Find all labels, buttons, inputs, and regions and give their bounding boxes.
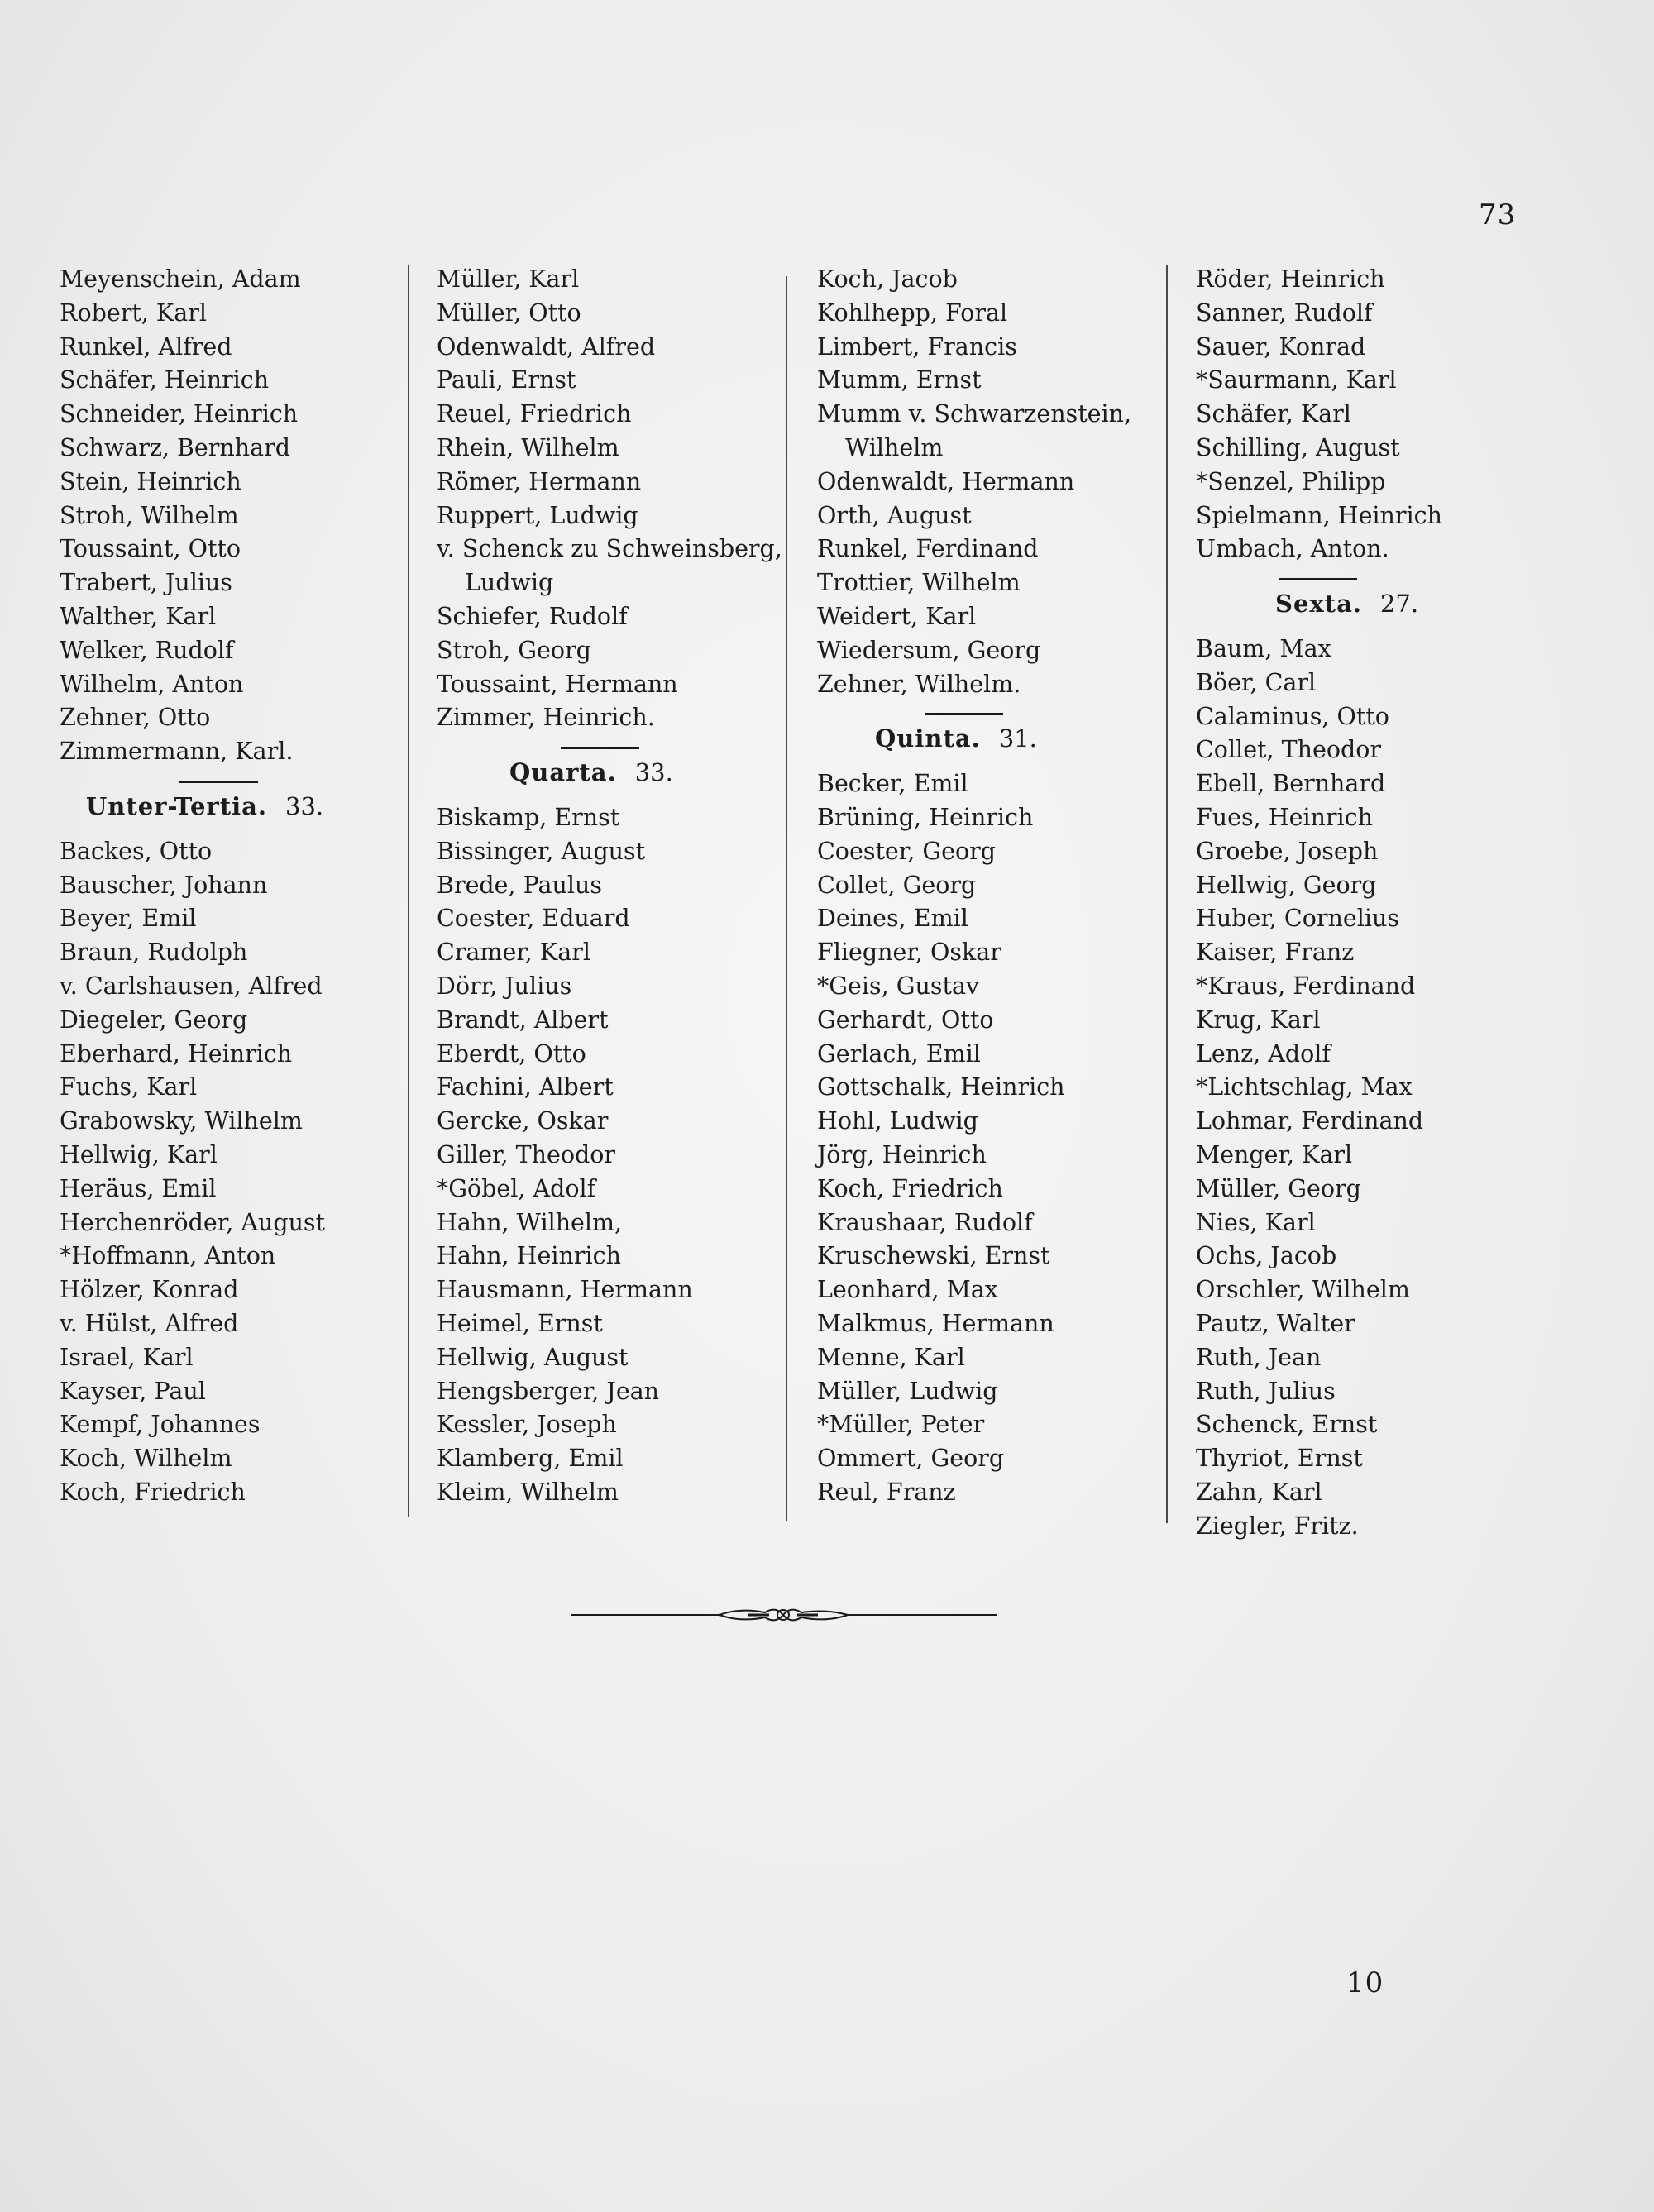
- class-heading-count: 33.: [285, 791, 324, 820]
- student-name: Lenz, Adolf: [1196, 1039, 1331, 1068]
- student-name: Röder, Heinrich: [1196, 265, 1385, 293]
- student-name: Baum, Max: [1196, 634, 1331, 662]
- class-heading-label: Unter-Tertia.: [86, 791, 268, 820]
- student-name: Hölzer, Konrad: [60, 1276, 239, 1304]
- student-name: Grabowsky, Wilhelm: [60, 1107, 303, 1135]
- student-name: Trabert, Julius: [60, 569, 232, 597]
- student-name: Zimmer, Heinrich.: [437, 704, 655, 732]
- student-name: Leonhard, Max: [817, 1276, 998, 1304]
- student-name: Collet, Theodor: [1196, 736, 1382, 764]
- class-heading-quarta: [509, 756, 792, 790]
- student-name: Robert, Karl: [60, 299, 207, 327]
- student-name: Menger, Karl: [1196, 1140, 1353, 1168]
- student-name: *Müller, Peter: [817, 1411, 985, 1439]
- class-heading-count: 27.: [1379, 590, 1419, 619]
- student-name: Brede, Paulus: [437, 871, 603, 899]
- name-column-1: [60, 263, 415, 1510]
- student-name: Meyenschein, Adam: [60, 265, 301, 293]
- student-name: Lohmar, Ferdinand: [1196, 1107, 1424, 1135]
- student-name: Fuchs, Karl: [60, 1073, 198, 1101]
- student-name: v. Schenck zu Schweinsberg,: [437, 535, 782, 563]
- student-name: Bissinger, August: [437, 837, 646, 865]
- student-name: Gottschalk, Heinrich: [817, 1073, 1065, 1101]
- name-column-4: [1196, 263, 1543, 1543]
- student-name: *Hoffmann, Anton: [60, 1242, 276, 1270]
- student-name: Fachini, Albert: [437, 1073, 614, 1101]
- student-name: Collet, Georg: [817, 871, 977, 899]
- student-name: Umbach, Anton.: [1196, 535, 1389, 563]
- page-number-top: 73: [1479, 198, 1517, 232]
- student-name: Pautz, Walter: [1196, 1309, 1355, 1337]
- student-name: Braun, Rudolph: [60, 939, 248, 967]
- student-name: Zahn, Karl: [1196, 1478, 1322, 1506]
- class-heading-label: Quinta.: [875, 724, 981, 753]
- student-name: Stroh, Wilhelm: [60, 501, 239, 529]
- student-name-continuation: Wilhelm: [845, 433, 944, 461]
- student-name: Mumm v. Schwarzenstein,: [817, 400, 1132, 428]
- student-name: Hellwig, August: [437, 1343, 629, 1371]
- student-name: *Senzel, Philipp: [1196, 467, 1386, 495]
- student-name: Spielmann, Heinrich: [1196, 501, 1442, 529]
- student-name: Schiefer, Rudolf: [437, 602, 628, 630]
- student-name: Fliegner, Oskar: [817, 939, 1001, 967]
- student-name: Giller, Theodor: [437, 1140, 616, 1168]
- student-name: Schneider, Heinrich: [60, 400, 299, 428]
- page-number-bottom: 10: [1346, 1966, 1384, 1999]
- student-name: Toussaint, Otto: [60, 535, 241, 563]
- student-name: Müller, Otto: [437, 299, 581, 327]
- student-name: Ommert, Georg: [817, 1445, 1005, 1473]
- student-name: Ruth, Julius: [1196, 1377, 1336, 1405]
- student-name: Fues, Heinrich: [1196, 803, 1373, 831]
- student-name: Runkel, Ferdinand: [817, 535, 1039, 563]
- student-name: v. Carlshausen, Alfred: [60, 972, 323, 1000]
- student-name: Calaminus, Otto: [1196, 702, 1389, 730]
- student-name: Limbert, Francis: [817, 332, 1017, 361]
- student-name: Toussaint, Hermann: [437, 670, 678, 698]
- student-name: Koch, Friedrich: [60, 1478, 246, 1506]
- student-name: Sauer, Konrad: [1196, 332, 1366, 361]
- student-name: Ziegler, Fritz.: [1196, 1512, 1359, 1540]
- student-name: Kempf, Johannes: [60, 1411, 261, 1439]
- student-name: Beyer, Emil: [60, 905, 197, 933]
- class-heading-sexta: [1275, 587, 1543, 621]
- student-name: Koch, Jacob: [817, 265, 958, 293]
- class-heading-count: 31.: [998, 724, 1037, 753]
- section-rule: [179, 781, 258, 783]
- student-name: Krug, Karl: [1196, 1006, 1321, 1034]
- student-name: *Göbel, Adolf: [437, 1174, 596, 1202]
- student-name: Runkel, Alfred: [60, 332, 232, 361]
- student-name: Kessler, Joseph: [437, 1411, 617, 1439]
- student-name: Walther, Karl: [60, 602, 217, 630]
- student-name: Herchenröder, August: [60, 1208, 326, 1236]
- name-column-2: [437, 263, 792, 1510]
- student-name: Schenck, Ernst: [1196, 1411, 1378, 1439]
- student-name: Schäfer, Heinrich: [60, 366, 270, 394]
- student-name: Sanner, Rudolf: [1196, 299, 1373, 327]
- student-name: Orth, August: [817, 501, 972, 529]
- student-name: Klamberg, Emil: [437, 1445, 624, 1473]
- student-name: *Saurmann, Karl: [1196, 366, 1397, 394]
- student-name: Kohlhepp, Foral: [817, 299, 1008, 327]
- student-name: Brandt, Albert: [437, 1006, 609, 1034]
- student-name: Groebe, Joseph: [1196, 837, 1379, 865]
- student-name: Stein, Heinrich: [60, 467, 241, 495]
- student-name: Diegeler, Georg: [60, 1006, 248, 1034]
- section-rule: [561, 747, 639, 749]
- student-name: *Kraus, Ferdinand: [1196, 972, 1416, 1000]
- student-name: Backes, Otto: [60, 837, 213, 865]
- class-heading-unter-tertia: [86, 790, 415, 824]
- student-name: Hahn, Heinrich: [437, 1242, 621, 1270]
- student-name: Müller, Ludwig: [817, 1377, 998, 1405]
- student-name: Jörg, Heinrich: [817, 1140, 987, 1168]
- student-name: Zimmermann, Karl.: [60, 738, 294, 766]
- student-name: Kleim, Wilhelm: [437, 1478, 619, 1506]
- student-name: Kraushaar, Rudolf: [817, 1208, 1033, 1236]
- class-heading-label: Quarta.: [509, 758, 617, 787]
- student-name: Römer, Hermann: [437, 467, 642, 495]
- student-name: Orschler, Wilhelm: [1196, 1276, 1410, 1304]
- student-name: Hellwig, Georg: [1196, 871, 1377, 899]
- student-name: Odenwaldt, Alfred: [437, 332, 656, 361]
- student-name: Welker, Rudolf: [60, 636, 234, 664]
- student-name: Bauscher, Johann: [60, 871, 268, 899]
- student-name: Gercke, Oskar: [437, 1107, 609, 1135]
- student-name: Reul, Franz: [817, 1478, 956, 1506]
- student-name: Stroh, Georg: [437, 636, 591, 664]
- student-name: Hohl, Ludwig: [817, 1107, 978, 1135]
- student-name: Gerlach, Emil: [817, 1039, 981, 1068]
- student-name: Kaiser, Franz: [1196, 939, 1355, 967]
- student-name: Weidert, Karl: [817, 602, 977, 630]
- student-name: Wiedersum, Georg: [817, 636, 1041, 664]
- student-name: Coester, Georg: [817, 837, 997, 865]
- student-name: Dörr, Julius: [437, 972, 572, 1000]
- section-rule: [925, 713, 1003, 715]
- student-name: Kruschewski, Ernst: [817, 1242, 1050, 1270]
- student-name: Heimel, Ernst: [437, 1309, 603, 1337]
- student-name: Trottier, Wilhelm: [817, 569, 1021, 597]
- class-heading-count: 33.: [634, 758, 673, 787]
- student-name: Heräus, Emil: [60, 1174, 217, 1202]
- student-name: Müller, Georg: [1196, 1174, 1361, 1202]
- class-heading-quinta: [875, 722, 1173, 756]
- student-name: Hahn, Wilhelm,: [437, 1208, 623, 1236]
- ornament-divider-icon: [571, 1603, 997, 1627]
- student-name: Gerhardt, Otto: [817, 1006, 994, 1034]
- student-name: Brüning, Heinrich: [817, 803, 1034, 831]
- student-name: Hengsberger, Jean: [437, 1377, 660, 1405]
- student-name: Ebell, Bernhard: [1196, 770, 1386, 798]
- student-name: Mumm, Ernst: [817, 366, 982, 394]
- student-name: Biskamp, Ernst: [437, 803, 620, 831]
- student-name: Ruppert, Ludwig: [437, 501, 638, 529]
- student-name: Thyriot, Ernst: [1196, 1445, 1363, 1473]
- student-name: Pauli, Ernst: [437, 366, 576, 394]
- section-rule: [1279, 578, 1357, 580]
- name-column-3: [817, 263, 1173, 1510]
- student-name: Becker, Emil: [817, 770, 968, 798]
- student-name: Deines, Emil: [817, 905, 968, 933]
- student-name: Schwarz, Bernhard: [60, 433, 290, 461]
- student-name: Huber, Cornelius: [1196, 905, 1399, 933]
- student-name: Ochs, Jacob: [1196, 1242, 1337, 1270]
- class-heading-label: Sexta.: [1275, 590, 1362, 619]
- student-name: Malkmus, Hermann: [817, 1309, 1054, 1337]
- student-name: Zehner, Otto: [60, 704, 211, 732]
- student-name: *Geis, Gustav: [817, 972, 980, 1000]
- student-name: Eberdt, Otto: [437, 1039, 586, 1068]
- student-name: Wilhelm, Anton: [60, 670, 244, 698]
- student-name: Schäfer, Karl: [1196, 400, 1351, 428]
- student-name: Müller, Karl: [437, 265, 580, 293]
- student-name: Zehner, Wilhelm.: [817, 670, 1021, 698]
- student-name: Hausmann, Hermann: [437, 1276, 693, 1304]
- student-name: Israel, Karl: [60, 1343, 194, 1371]
- student-name: Coester, Eduard: [437, 905, 630, 933]
- student-name: Cramer, Karl: [437, 939, 590, 967]
- student-name: v. Hülst, Alfred: [60, 1309, 239, 1337]
- student-name: Ruth, Jean: [1196, 1343, 1322, 1371]
- student-name: Hellwig, Karl: [60, 1140, 218, 1168]
- student-name: Kayser, Paul: [60, 1377, 206, 1405]
- student-name: Koch, Friedrich: [817, 1174, 1003, 1202]
- student-name: Schilling, August: [1196, 433, 1400, 461]
- student-name: Eberhard, Heinrich: [60, 1039, 293, 1068]
- student-name: Koch, Wilhelm: [60, 1445, 232, 1473]
- student-name: Odenwaldt, Hermann: [817, 467, 1075, 495]
- student-name: Nies, Karl: [1196, 1208, 1316, 1236]
- student-name: Menne, Karl: [817, 1343, 965, 1371]
- student-name: Rhein, Wilhelm: [437, 433, 619, 461]
- student-name: Böer, Carl: [1196, 668, 1317, 696]
- student-name-continuation: Ludwig: [465, 569, 554, 597]
- student-name: Reuel, Friedrich: [437, 400, 632, 428]
- student-name: *Lichtschlag, Max: [1196, 1073, 1413, 1101]
